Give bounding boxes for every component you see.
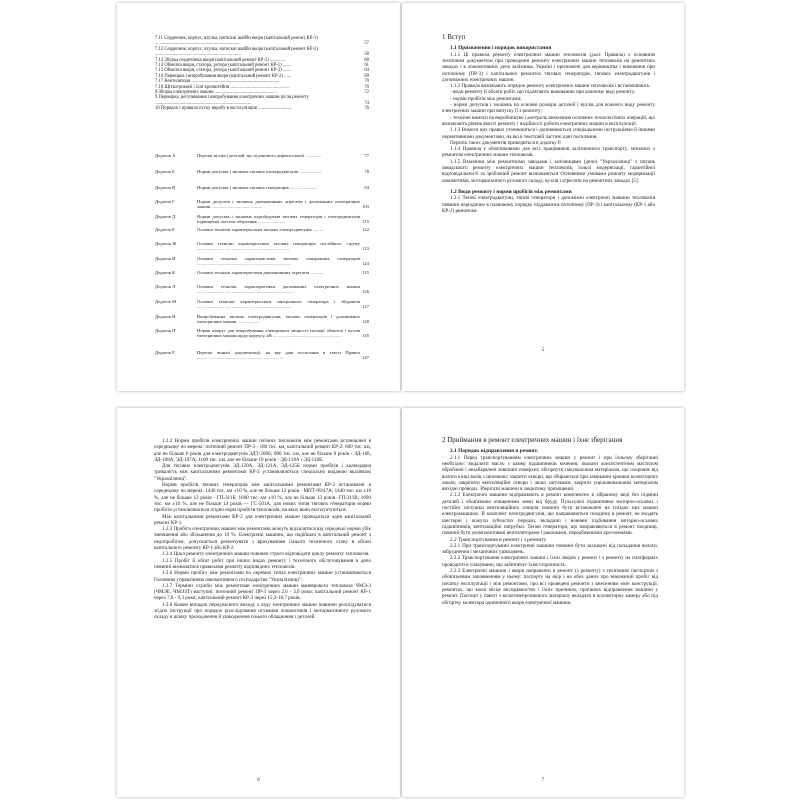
toc-entry-page: 74 xyxy=(364,100,369,106)
toc-entry[interactable] xyxy=(155,95,369,106)
page-4 xyxy=(117,3,400,391)
appendix-title: Основні технічні характеристики тягових електродвигунів ......... xyxy=(197,227,324,232)
toc-entry-page: 76 xyxy=(364,106,369,112)
appendix-title: Випробування тягових електродвигунів, тягових генераторів і допоміжних електричних машин ................... xyxy=(197,314,360,325)
appendix-page: 123 xyxy=(362,246,369,252)
subsection-heading: 1.2 Види ремонту і норми пробігів між ремонтами xyxy=(450,188,572,195)
page-5-body xyxy=(442,33,655,214)
appendix-page: 94 xyxy=(364,185,369,190)
paragraph: Перелік таких документів приводиться в додатку Р. xyxy=(450,139,562,146)
section-heading: 1 Вступ xyxy=(442,33,466,41)
toc-entry-page: 69 xyxy=(364,73,369,79)
toc-entry[interactable] xyxy=(155,106,369,111)
appendix-label: Додаток К xyxy=(155,270,176,275)
appendix-page: 77 xyxy=(364,153,369,158)
paragraph: 1.2.1 Тягові електродвигуни, тягові генератори і допоміжні електричні машини тепловозів повинні періодично в плановому порядку піддаватися поточному (ПР-3) і капітальному (КР-1 або КР-2) ремонтам. xyxy=(442,195,655,214)
toc-entry-page: 70 xyxy=(364,84,369,90)
toc-entry-page: 70 xyxy=(364,79,369,85)
paragraph: Норми пробігів тягових генераторів між капітальними ремонтами КР-2 встановлені в середньому по мережі: 1440 тис. км ±10 %, але не більше 12 років - МПТ-99/47А; 1440 тис. км ±10 %, але не більше 12 років - ГП-311Б; 1600 тис. км ±10 %, але не більше 13 років -ГП-311В; 1600 тис. км ±10 %, але не більше 14 років — ГС-501А, для нових типів тягових генераторів норми пробігів установлюються згідно норм пробігів тепловозів, на яких вони експлуатуються. xyxy=(154,482,371,514)
paragraph: 1.2.6 Норми пробігу між ремонтами по окремих типах електричних машин установлюються Головним управлінням локомотивного господарства "Укрзалізниці". xyxy=(154,570,371,583)
toc-entry-title: 10 Порядок і правила пуску виробу в експлуатацію ............................. xyxy=(155,106,293,112)
appendix-entry[interactable] xyxy=(155,214,369,225)
toc-entry-page: 58 xyxy=(364,52,369,58)
appendix-entry[interactable] xyxy=(155,314,369,325)
appendix-entry[interactable] xyxy=(155,169,369,174)
appendix-title: Норми допусків і зношень двомашинних агрегатів і допоміжних електричних машин ............................................ xyxy=(197,199,360,210)
appendix-title: Норми допусків і зношень тягових генераторів ........................ xyxy=(197,185,318,190)
appendix-entry[interactable] xyxy=(155,299,369,310)
appendix-page: 128 xyxy=(362,319,369,325)
appendix-entry[interactable] xyxy=(155,328,369,339)
page-7-body xyxy=(442,436,658,606)
appendix-title: Основні технічні характеристики тягових синхронних генераторів .................................................................................. xyxy=(197,256,360,267)
page-5 xyxy=(402,3,684,391)
toc-entry-title: 7.12 Сердечник, корпус, втулка, натискні шайби якоря (капітальний ремонт КР-2) .......................................................................... xyxy=(155,46,318,58)
toc-entry-title: 7.11 Сердечник, корпус, втулка, натискні шайби якоря (капітальний ремонт КР-1) ........................................................................ xyxy=(155,36,318,47)
page-number: 7 xyxy=(541,778,545,783)
toc-entry[interactable] xyxy=(155,47,369,58)
appendix-page: 147 xyxy=(362,355,369,361)
appendix-entry[interactable] xyxy=(155,270,369,275)
toc-entry-title: 9 Перевірка, регулювання і випробування електричних машин після ремонту .................................................................................. xyxy=(155,95,309,106)
appendix-label: Додаток Г xyxy=(155,199,175,204)
paragraph: 1.1.5 Взаємини між ремонтними заводами і залізницями (депо) "Укрзалізниці" з питань заводського ремонту електричних машин тепловозів, їхньої модернізації, гарантійної відповідальності за зроблений ремонт визначаються Основними умовами ремонту модернізації локомотивів, моторвагонного рухомого складу, вузлів і агрегатів на ремонтних заводах [5]. xyxy=(442,158,655,184)
appendix-title: Перелік вузлів і деталей, що підлягають дефектоскопії .............. xyxy=(197,153,322,158)
appendix-title: Основні технічні характеристики тягових генераторів постійного струму ................................................................................. xyxy=(197,241,360,252)
appendix-title: Норми допусків і зношень підшбудувків тягових генераторів і електродвигунів підвищеної частоти обертання ........................ xyxy=(197,214,360,225)
appendix-page: 145 xyxy=(362,333,369,339)
page-number: 6 xyxy=(257,778,260,783)
appendix-page: 115 xyxy=(362,219,369,225)
paragraph: 1.2.2 Норми пробігів електричних машин поїзних тепловозів між ремонтами встановлені в середньому по мережі: поточний ремонт ПР-3 - 180 тис. км, капітальний ремонт КР-2: 600 тис. км, але не більше 6 років для електродвигунів ЭДТ-200Б; 800 тис. км, але не більше 8 років - ЭД-108, ЭД-108А, ЭД-107А; 1100 тис. км, але не більше 10 років - ЭД-118А і ЭД-118Б. xyxy=(154,438,371,463)
appendix-title: Норми напруг для випробування електричної міцності ізоляції обмоток і вузлів електричних машин щодо корпусу, кВ ............................................................ xyxy=(197,328,360,339)
paragraph: - технічні вимоги на виробництво і контроль виконання основних технологічних операцій, що визначають рівень якості ремонту і надійності роботи електричних машин в експлуатації. xyxy=(442,114,656,127)
paragraph: - норми допусків і зношень на основні розміри деталей і вузлів для кожного виду ремонту електричних машин при випуску її з ремонту; xyxy=(442,102,655,115)
paragraph: 1.1.4 Правила є обов'язковими для всіх працівників залізничного транспорту, зв'язаних з ремонтом електричних машин тепловозів. xyxy=(442,146,655,159)
appendix-label: Додаток М xyxy=(155,299,177,304)
paragraph: 1.2.8 Кожен випадок передчасного виходу з ладу електричних машин повинен розслідуватися згідно інструкції про порядок розслідування псування локомотивів і моторвагонного рухомого складу в шляху проходження й ушкодження їхнього обладнання і деталей. xyxy=(154,601,371,621)
appendix-page: 124 xyxy=(362,261,369,267)
paragraph: 1.1.3 Вимоги цих правил уточнюються і доповнюються спеціальними інструкціями й іншими нормативними документами, на які в текстовій частині дані посилання. xyxy=(442,127,655,140)
paragraph: - норми пробігів між ремонтами; xyxy=(450,95,522,102)
appendix-label: Додаток П xyxy=(155,328,176,333)
subsection-heading: 1.1 Призначення і порядок використання xyxy=(450,45,552,52)
appendix-entry[interactable] xyxy=(155,350,369,361)
table-of-contents xyxy=(155,36,369,112)
appendix-entry[interactable] xyxy=(155,153,369,158)
toc-entry[interactable] xyxy=(155,36,369,47)
paragraph: 2.2.2 Транспортування електричних машин і їхніх якорів у ремонт і з ремонту на платформах проводити в упакуванні, що забезпечує їхня схоронність. xyxy=(442,555,658,568)
appendix-page: 103 xyxy=(362,204,369,210)
appendix-label: Додаток И xyxy=(155,256,176,261)
toc-entry-page: 61 xyxy=(364,63,369,69)
page-6 xyxy=(117,408,400,797)
appendix-label: Додаток Д xyxy=(155,214,176,219)
paragraph: 1.1.1 Ці правила ремонту електричних машин тепловозів (далі: Правила) є основним технічним документом при проведенні ремонту електричних машин тепловозів на ремонтних заводах і в локомотивних депо залізниць. Україні і призначені для керівництва і виконання при поточному (ПР-3) і капітальних ремонтах тягових генераторів, тягових електродвигунів і допоміжних електричних машин. xyxy=(442,51,655,83)
toc-entry-title: 8 Зборка електричних машин ..................................................... xyxy=(155,90,277,96)
toc-entry-title: 7.16 Перевірка і випробування якоря (капітальний ремонт КР-2) ...... xyxy=(155,73,292,79)
appendix-page: 125 xyxy=(362,270,369,275)
appendix-label: Додаток Л xyxy=(155,284,176,289)
toc-entry-title: 7.13 Зборка сердечника якоря (капітальний ремонт КР-2) ............. xyxy=(155,57,286,63)
page-number: 5 xyxy=(541,348,545,353)
paragraph: 1.2.5 Пробіг й обсяг робіт при інших видах ремонту і технічного обслуговування в депо повинні визначатися правилами ремонту відповідних тепловозів. xyxy=(154,557,371,570)
appendix-label: Додаток Р xyxy=(155,350,175,355)
appendix-label: Додаток А xyxy=(155,153,176,158)
paragraph: Для тягових електродвигунів ЭД-120А, ЭД-121А, ЭД-125Б норми пробігів і календарна тривалість між капітальними ремонтами КР-2 установлюються спеціально виданою вказівкою "Укрзалізниці". xyxy=(154,463,371,482)
appendix-title: Основні технічні характеристики синхронного генератора і збудників ................................................................................... xyxy=(197,299,360,310)
paragraph: 2.2.3 Електричні машини і якоря направляти в ремонт (з ремонту) з технічним паспортом з обов'язковим заповненням у ньому: паспорту на якір і на обох даних про виконаний пробіг від початку експлуатації і між ремонтами, про всі проведені ремонти з внесенням змін конструкції, ремонтах, що мали місце несправностях і їхніх причинах, причинах відправлення машини у ремонт. Паспорт у пакеті з вологонепроникного матеріалу вкладати в коллекторну камеру або під обгортку колектора одиничного якоря електричної машини. xyxy=(442,568,658,606)
appendix-page: 127 xyxy=(362,304,369,310)
appendix-label: Додаток Е xyxy=(155,227,175,232)
appendix-label: Додаток Ж xyxy=(155,241,177,246)
toc-entry-page: 57 xyxy=(364,41,369,47)
appendix-entry[interactable] xyxy=(155,241,369,252)
subsection-heading: 2.1 Порядок відправлення в ремонт. xyxy=(450,448,539,455)
toc-entry-page: 64 xyxy=(364,68,369,74)
paragraph: 2.1.2 Електричні машини відправляють в ремонт комплектно в зібраному виді без підміни деталей і обов'язково очищеними зовні від бруду. Пульсуючі підшипники моторно-осьових і постійні заглушки вентиляційних отворів повинні бути встановлені на гніздах цих машин електромашинах. В комплект електродвигунів, що направляються поодинці в ремонт, не входять шестерні і кожухи зубчастих передач, вкладиші і вовняні підбивання моторно-осьових підшипників, вентиляційні патрубки. Тягові генератори, що направляються в ремонт поодинці, повинні бути укомплектовані вентиляторами і раконками, передбаченими кресленнями. xyxy=(442,492,658,537)
toc-entry-page: 72 xyxy=(364,90,369,96)
appendix-title: Перелік чинної документації, на яку дані посилання в тексті Правил ............................................................................ xyxy=(197,350,360,361)
appendix-title: Основні технічні характеристики допоміжних електричних машин ..................................................................................... xyxy=(197,284,360,295)
appendix-label: Додаток Б xyxy=(155,169,175,174)
toc-entry-page: 60 xyxy=(364,57,369,63)
appendix-page: 126 xyxy=(362,289,369,295)
toc-entry-title: 7.17 Вентилятори ........................................................................... xyxy=(155,79,280,85)
toc-entry-title: 7.18 Щіткотримачі і їхні кронштейни .................................................. xyxy=(155,84,289,90)
appendix-entry[interactable] xyxy=(155,227,369,232)
appendix-entry[interactable] xyxy=(155,256,369,267)
page-6-body xyxy=(154,438,371,621)
appendix-entry[interactable] xyxy=(155,284,369,295)
toc-entry-title: 7.15 Обмотка якоря, статора, ротора (капітальний ремонт КР-2) ....... xyxy=(155,68,292,74)
page-7 xyxy=(402,408,684,797)
appendix-entry[interactable] xyxy=(155,199,369,210)
paragraph: 2.2.1 При транспортуванні електричні машини повинні бути захищені від попадання вологи, забруднення і механічних ушкоджень. xyxy=(442,542,658,556)
appendix-title: Основні технічні характеристики двомашинних агрегатів ........... xyxy=(197,270,324,275)
paragraph: 1.2.4 Цикл ремонту електричних машин повинен строго відповідати циклу ремонту тепловозів. xyxy=(162,551,370,558)
appendix-title: Норми допусків і зношень тягових електродвигунів .................... xyxy=(197,169,323,174)
paragraph: - види ремонту й обсяги робіт, що підлягають виконанню при кожному виді ремонту; xyxy=(450,89,636,96)
appendix-page: 78 xyxy=(364,169,369,174)
paragraph: 1.2.3 Пробіги електричних машин між ремонтами можуть відхилятися від середньої норми убік зменшення або збільшення до 10 %. Електричні машини, що надійшли в капітальний ремонт з недопробігом, допускається ремонтувати з врахуванням їхнього технічного стану в обсязі капітального ремонту КР-1 або КР-2. xyxy=(154,526,371,552)
paragraph: 1.2.7 Терміни служби між ремонтами електричних машин маневрового тепловоза ЧМЭ-3 (ЧМЭЕ, ЧМЭЗТ) наступні: поточний ремонт ПР-3 через 2,6 - 3,0 роки; капітальний ремонт КР-1 через 7,6 - 9,3 роки; капітальний ремонт КР-2 через 15,3-18,7 років. xyxy=(154,582,371,602)
appendix-entry[interactable] xyxy=(155,185,369,190)
subsection-heading: 2.2 Транспортування в ремонт і з ремонту xyxy=(450,536,547,543)
appendix-label: Додаток В xyxy=(155,185,176,190)
paragraph: 1.1.2 Правила визначають порядок ремонту електричних машин тепловозів і встановлюють: xyxy=(450,83,651,90)
paragraph: 2.1.1 Перед транспортуванням електричних машин у ремонт і при їхньому зберіганні необхідно: видалити масло з камер підшипників кочення; змазати консистентним мастилом оброблені і незабарвлені зовнішні поверхні; обгорнути пакувальним матеріалом, що охороняє від вологи кінці валів з шпонкою; закрити отвори, що збираються при замиканні кришки колекторних люків; закріпити вентиляційні отвори і люки затулками; закрити ущільнювальним матеріалом вихідні проводи. Зберігати машини в закритому приміщенні. xyxy=(442,454,658,493)
paragraph: Між капітальними ремонтами КР-2 для електричних машин проводиться один капітальний ремонт КР-1. xyxy=(154,513,371,526)
toc-entry-title: 7.14 Обмотка якоря, статора, ротора (капітальний ремонт КР-1) ...... xyxy=(155,63,290,69)
appendix-page: 122 xyxy=(362,227,369,232)
appendix-label: Додаток Н xyxy=(155,314,176,319)
section-heading: 2 Приймання в ремонт електричних машин і їхнє зберігання xyxy=(442,436,623,444)
